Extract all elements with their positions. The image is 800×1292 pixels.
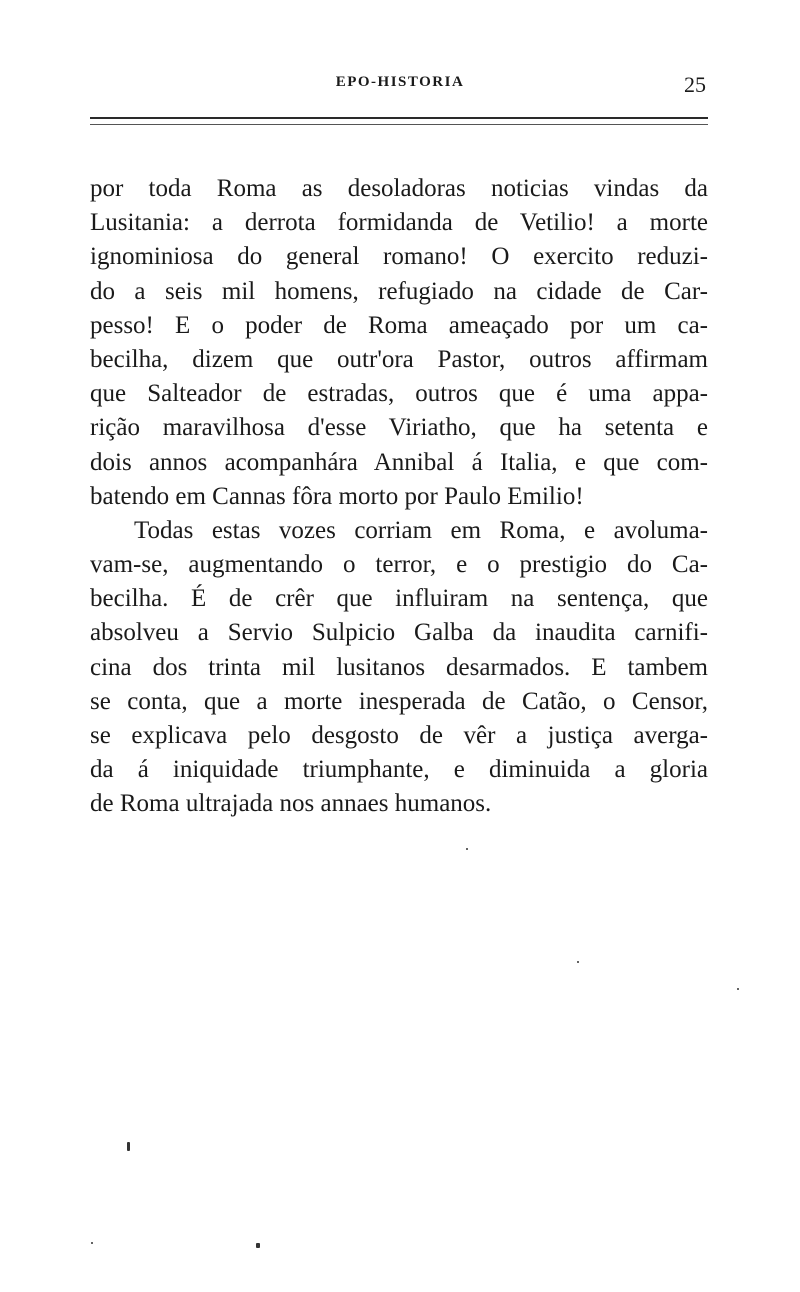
text-line: se explicava pelo desgosto de vêr a justiça averga-	[90, 722, 708, 749]
text-line: becilha, dizem que outr'ora Pastor, outros affirmam	[90, 345, 708, 373]
body-text	[90, 172, 708, 822]
text-line: do a seis mil homens, refugiado na cidade de Car-	[90, 277, 708, 305]
running-head	[90, 72, 710, 102]
text-line: ignominiosa do general romano! O exercito reduzi-	[90, 243, 708, 271]
text-line: cina dos trinta mil lusitanos desarmados. E tambem	[90, 653, 708, 681]
text-line: que Salteador de estradas, outros que é uma appa-	[90, 380, 708, 408]
text-line: Lusitania: a derrota formidanda de Vetilio! a morte	[90, 209, 708, 237]
text-line: de Roma ultrajada nos annaes humanos.	[90, 790, 492, 818]
text-line: dois annos acompanhára Annibal á Italia, e que com-	[90, 448, 708, 476]
running-title: EPO-HISTORIA	[335, 74, 465, 90]
header-rule-thick	[90, 117, 708, 119]
text-line: becilha. É de crêr que influiram na sentença, que	[90, 585, 708, 613]
text-line: batendo em Cannas fôra morto por Paulo Emilio!	[90, 482, 584, 510]
page-number: 25	[684, 72, 706, 97]
text-line: por toda Roma as desoladoras noticias vindas da	[90, 175, 708, 202]
text-line: se conta, que a morte inesperada de Catão, o Censor,	[90, 687, 708, 715]
text-line: vam-se, augmentando o terror, e o prestigio do Ca-	[90, 551, 708, 579]
scan-speck	[466, 848, 468, 850]
text-line: rição maravilhosa d'esse Viriatho, que ha setenta e	[90, 414, 708, 442]
scan-speck	[256, 1243, 260, 1248]
text-line: absolveu a Servio Sulpicio Galba da inaudita carnifi-	[90, 619, 708, 647]
scan-speck	[91, 1242, 93, 1244]
scan-speck	[127, 1142, 130, 1151]
scan-speck	[737, 988, 739, 990]
paragraph-first-line: Todas estas vozes corriam em Roma, e avoluma-	[134, 516, 708, 544]
text-line: da á iniquidade triumphante, e diminuida a gloria	[90, 756, 708, 784]
header-rule-thin	[90, 124, 708, 125]
scan-speck	[577, 961, 579, 963]
text-line: pesso! E o poder de Roma ameaçado por um ca-	[90, 311, 708, 339]
